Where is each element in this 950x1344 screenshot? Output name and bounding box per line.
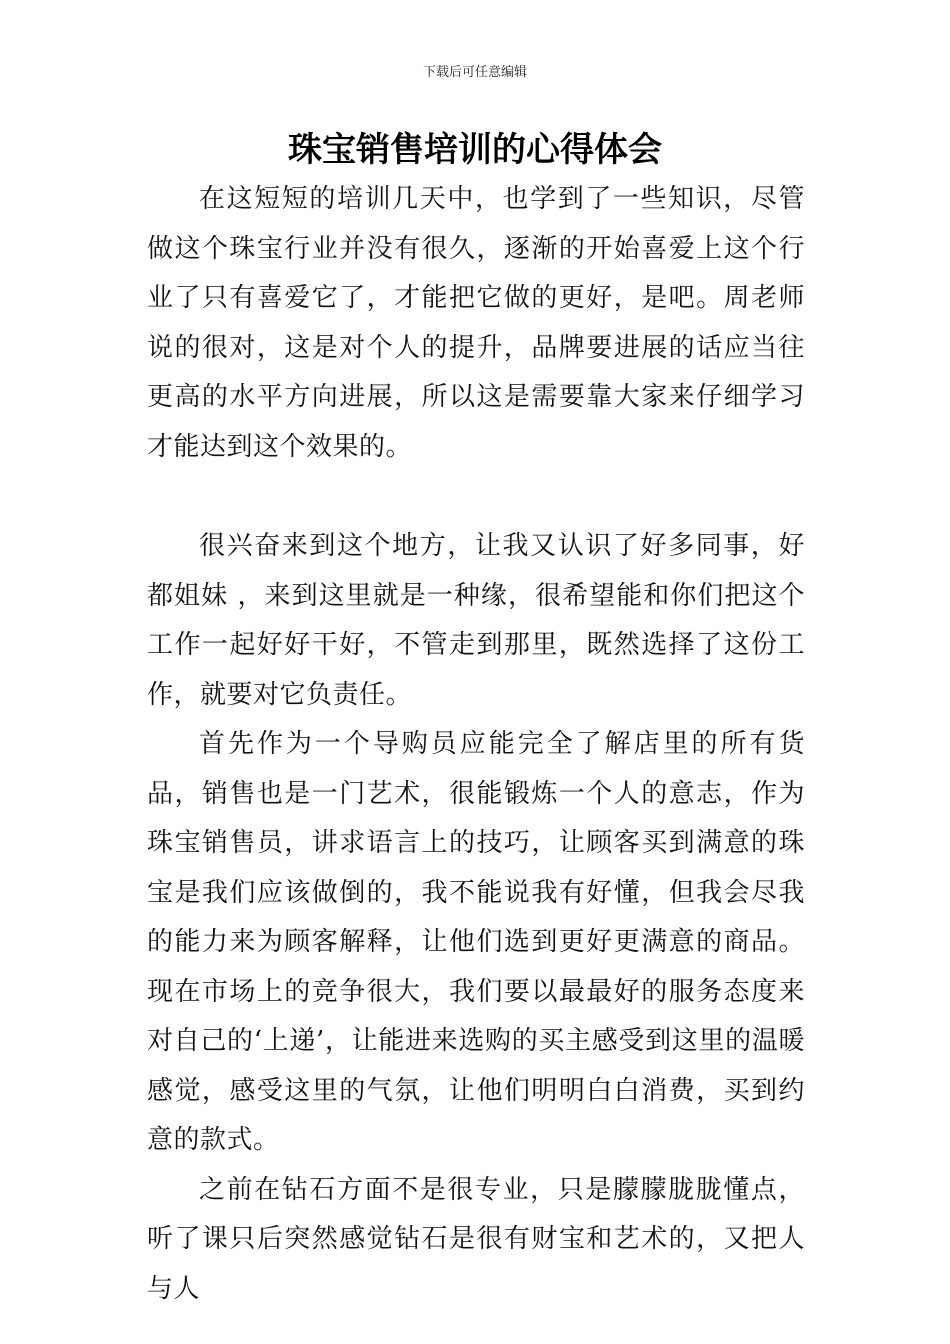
paragraph-4: 之前在钻石方面不是很专业，只是朦朦胧胧懂点，听了课只后突然感觉钻石是很有财宝和艺术的，又把人与人 — [147, 1174, 805, 1304]
paragraph-3: 首先作为一个导购员应能完全了解店里的所有货品，销售也是一门艺术，很能锻炼一个人的意志，作为珠宝销售员，讲求语言上的技巧，让顾客买到满意的珠宝是我们应该做倒的，我不能说我有好懂，但我会尽我的能力来为顾客解释，让他们选到更好更满意的商品。现在市场上的竞争很大，我们要以最最好的服务态度来对自己的‘上递’，让能进来选购的买主感受到这里的温暖感觉，感受这里的气氛，让他们明明白白消费，买到约意的款式。 — [147, 729, 805, 1155]
document-title: 珠宝销售培训的心得体会 — [288, 130, 662, 170]
paragraph-1: 在这短短的培训几天中，也学到了一些知识，尽管做这个珠宝行业并没有很久，逐渐的开始喜爱上这个行业了只有喜爱它了，才能把它做的更好，是吧。周老师说的很对，这是对个人的提升，品牌要进展的话应当往更高的水平方向进展，所以这是需要靠大家来仔细学习才能达到这个效果的。 — [147, 184, 805, 462]
paragraph-2: 很兴奋来到这个地方，让我又认识了好多同事，好都姐妹 ，来到这里就是一种缘，很希望能和你们把这个工作一起好好干好，不管走到那里，既然选择了这份工作，就要对它负责任。 — [147, 531, 805, 710]
header-note: 下载后可任意编辑 — [422, 65, 527, 80]
document-body — [147, 175, 805, 1314]
